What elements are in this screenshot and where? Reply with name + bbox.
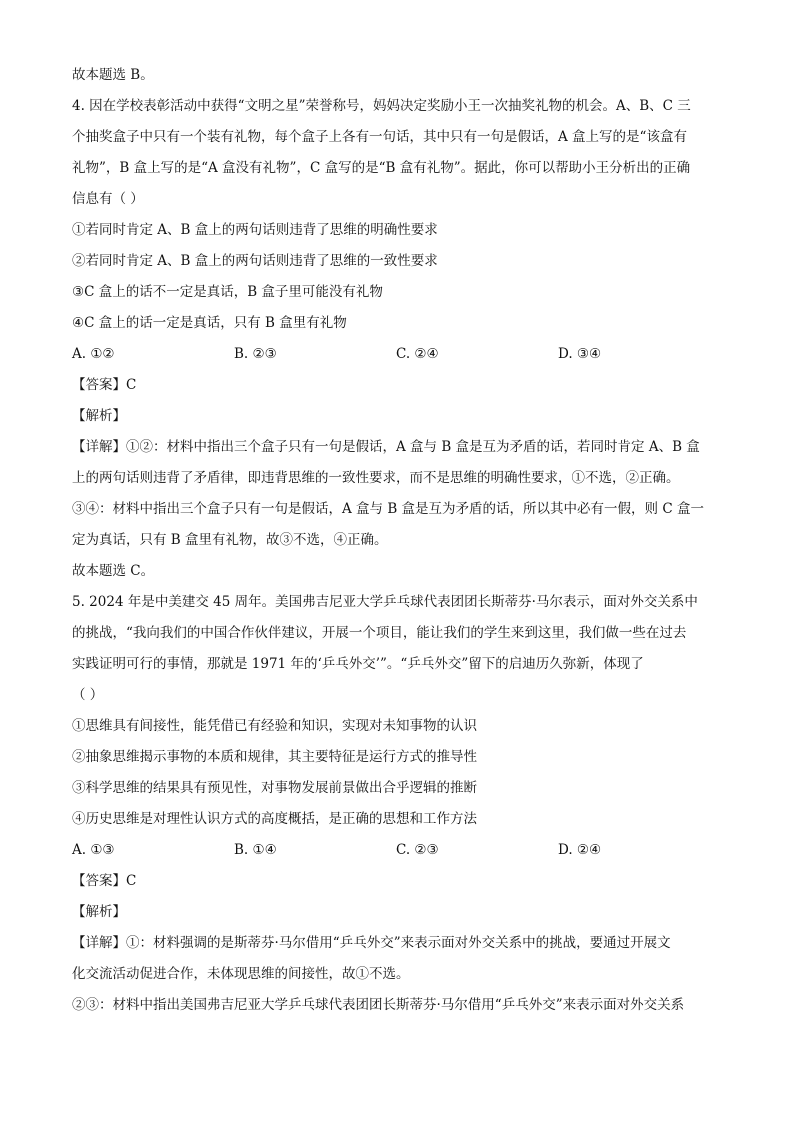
q5-detail-line: 【详解】①：材料强调的是斯蒂芬·马尔借用“乒乓外交”来表示面对外交关系中的挑战，要通过开展文	[72, 935, 671, 951]
q4-option-c: C. ②④	[396, 346, 439, 362]
q4-statement: ④C 盒上的话一定是真话，只有 B 盒里有礼物	[72, 315, 347, 331]
q4-option-b: B. ②③	[234, 346, 277, 362]
q4-option-a: A. ①②	[72, 346, 115, 362]
q5-statement: ③科学思维的结果具有预见性，对事物发展前景做出合乎逻辑的推断	[72, 780, 477, 796]
q5-option-d: D. ②④	[558, 842, 602, 858]
q5-detail-line: 化交流活动促进合作，未体现思维的间接性，故①不选。	[72, 966, 410, 982]
q5-answer: 【答案】C	[72, 873, 137, 889]
q4-analysis-label: 【解析】	[72, 408, 126, 424]
q4-answer: 【答案】C	[72, 377, 137, 393]
q5-stem-line: 5. 2024 年是中美建交 45 周年。美国弗吉尼亚大学乒乓球代表团团长斯蒂芬·马尔表示，面对外交关系中	[72, 594, 698, 610]
q4-stem-line: 信息有（ ）	[72, 191, 144, 207]
q5-statement: ④历史思维是对理性认识方式的高度概括，是正确的思想和工作方法	[72, 811, 477, 827]
q5-option-b: B. ①④	[234, 842, 277, 858]
q5-stem-line: 的挑战，“我向我们的中国合作伙伴建议，开展一个项目，能让我们的学生来到这里，我们做一些在过去	[72, 625, 687, 641]
q4-statement: ③C 盒上的话不一定是真话，B 盒子里可能没有礼物	[72, 284, 383, 300]
q5-option-c: C. ②③	[396, 842, 439, 858]
q5-options	[72, 835, 722, 866]
q4-options	[72, 339, 722, 370]
q4-detail-line: 【详解】①②：材料中指出三个盒子只有一句是假话，A 盒与 B 盒是互为矛盾的话，若同时肯定 A、B 盒	[72, 439, 700, 455]
q5-stem-line: （ ）	[72, 687, 104, 703]
document-page	[72, 60, 722, 1021]
q5-stem-line: 实践证明可行的事情，那就是 1971 年的‘乒乓外交’”。“乒乓外交”留下的启迪历久弥新，体现了	[72, 656, 644, 672]
question-4	[72, 91, 722, 587]
q3-conclusion: 故本题选 B。	[72, 67, 154, 83]
q4-option-d: D. ③④	[558, 346, 602, 362]
q4-detail-line: 上的两句话则违背了矛盾律，即违背思维的一致性要求，而不是思维的明确性要求，①不选，②正确。	[72, 470, 680, 486]
q4-stem-line: 4. 因在学校表彰活动中获得“文明之星”荣誉称号，妈妈决定奖励小王一次抽奖礼物的机会。A、B、C 三	[72, 98, 691, 114]
q4-stem-line: 个抽奖盒子中只有一个装有礼物，每个盒子上各有一句话，其中只有一句是假话，A 盒上写的是“该盒有	[72, 129, 687, 145]
q4-conclusion: 故本题选 C。	[72, 563, 155, 579]
question-5	[72, 587, 722, 1021]
q5-statement: ②抽象思维揭示事物的本质和规律，其主要特征是运行方式的推导性	[72, 749, 477, 765]
q4-stem-line: 礼物”，B 盒上写的是“A 盒没有礼物”，C 盒写的是“B 盒有礼物”。据此，你可以帮助小王分析出的正确	[72, 160, 691, 176]
q5-analysis-label: 【解析】	[72, 904, 126, 920]
q5-option-a: A. ①③	[72, 842, 115, 858]
q4-statement: ①若同时肯定 A、B 盒上的两句话则违背了思维的明确性要求	[72, 222, 438, 238]
q5-statement: ①思维具有间接性，能凭借已有经验和知识，实现对未知事物的认识	[72, 718, 477, 734]
q4-detail-line: ③④：材料中指出三个盒子只有一句是假话，A 盒与 B 盒是互为矛盾的话，所以其中必有一假，则 C 盒一	[72, 501, 704, 517]
q4-statement: ②若同时肯定 A、B 盒上的两句话则违背了思维的一致性要求	[72, 253, 438, 269]
q4-detail-line: 定为真话，只有 B 盒里有礼物，故③不选，④正确。	[72, 532, 388, 548]
q5-detail-line: ②③：材料中指出美国弗吉尼亚大学乒乓球代表团团长斯蒂芬·马尔借用“乒乓外交”来表示面对外交关系	[72, 997, 685, 1013]
